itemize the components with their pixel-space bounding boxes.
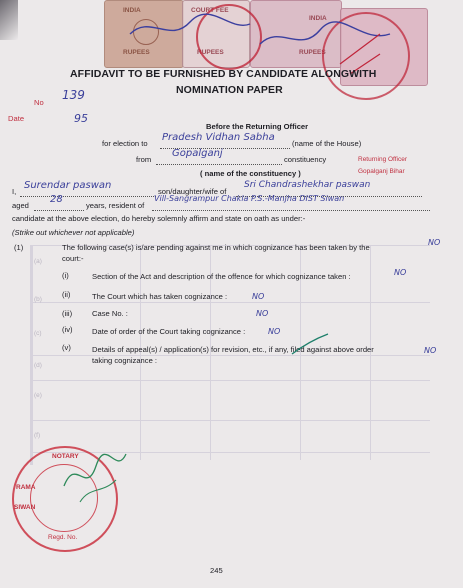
- sub-item-text: Details of appeal(s) / application(s) for revision, etc., if any, filed against above order: [92, 345, 374, 354]
- election-handwritten: Pradesh Vidhan Sabha: [162, 132, 275, 143]
- sub-item-handwritten: NO: [256, 309, 269, 318]
- sub-item-handwritten: NO: [424, 346, 437, 355]
- stamp-text: COURT FEE: [191, 7, 229, 14]
- age-handwritten: 28: [50, 194, 63, 205]
- ghost-row-label: (c): [34, 330, 42, 337]
- item-1-answer-handwritten: NO: [428, 238, 441, 247]
- pen-stroke-mark: [290, 332, 330, 356]
- ghost-row-label: (b): [34, 296, 42, 303]
- constituency-suffix: constituency: [284, 155, 327, 164]
- stamp-text: INDIA: [123, 7, 141, 14]
- sub-item-number: (iii): [62, 309, 73, 318]
- page-number: 245: [210, 566, 223, 575]
- son-of-label: son/daughter/wife of: [158, 187, 227, 196]
- aged-label: aged: [12, 201, 29, 210]
- serial-number-handwritten: 139: [62, 88, 85, 102]
- item-1-number: (1): [14, 243, 24, 252]
- sub-item-text: Date of order of the Court taking cognizance :: [92, 327, 246, 336]
- serial-number-handwritten-2: 95: [74, 112, 88, 125]
- address-handwritten: Vill-Sangrampur Chakla P.S.-Manjha DIST Siwan: [154, 194, 345, 203]
- sub-item-number: (iv): [62, 325, 73, 334]
- sub-item-text: The Court which has taken cognizance :: [92, 292, 228, 301]
- serial-label: No: [34, 98, 44, 107]
- stamp-sub: RUPEES: [123, 49, 150, 56]
- ghost-row-label: (f): [34, 432, 41, 439]
- declaration-line-3: candidate at the above election, do hereby solemnly affirm and state on oath as under:-: [12, 214, 306, 223]
- before-returning-officer: Before the Returning Officer: [206, 122, 309, 131]
- strike-out-note: (Strike out whichever not applicable): [12, 228, 135, 237]
- sub-item-number: (v): [62, 343, 71, 352]
- page-title-line-2: NOMINATION PAPER: [176, 84, 283, 96]
- seal-reg-text: Regd. No.: [48, 534, 78, 541]
- house-name-suffix: (name of the House): [292, 139, 362, 148]
- election-label: for election to: [102, 139, 148, 148]
- sub-item-text-2: taking cognizance :: [92, 356, 158, 365]
- item-1-text-b: court:-: [62, 254, 84, 263]
- seal-top-text: NOTARY: [52, 453, 79, 460]
- stamp-text: INDIA: [309, 15, 327, 22]
- stamp-sub: RUPEES: [197, 49, 224, 56]
- sub-item-number: (ii): [62, 290, 71, 299]
- constituency-handwritten: Gopalganj: [172, 148, 223, 159]
- constituency-note: ( name of the constituency ): [200, 169, 301, 178]
- stamp-sub: RUPEES: [299, 49, 326, 56]
- declaration-prefix: I,: [12, 187, 17, 196]
- notary-signature: [60, 446, 140, 506]
- ghost-row-label: (e): [34, 392, 42, 399]
- item-1-text-a: The following case(s) is/are pending against me in which cognizance has been taken by the: [62, 243, 370, 252]
- ghost-row-label: (d): [34, 362, 42, 369]
- seal-name-text: RAMA: [16, 484, 36, 491]
- from-label: from: [136, 155, 152, 164]
- official-stamp-line-1: Returning Officer: [358, 156, 408, 163]
- seal-place-text: SIWAN: [14, 504, 36, 511]
- sub-item-handwritten: NO: [252, 292, 265, 301]
- page-corner-shadow: [0, 0, 18, 40]
- sub-item-text: Section of the Act and description of the offence for which cognizance taken :: [92, 272, 351, 281]
- date-label: Date: [8, 114, 25, 123]
- sub-item-handwritten: NO: [394, 268, 407, 277]
- official-stamp-line-2: Gopalganj Bihar: [358, 168, 405, 175]
- sub-item-number: (i): [62, 271, 69, 280]
- sub-item-handwritten: NO: [268, 327, 281, 336]
- ghost-row-label: (a): [34, 258, 42, 265]
- page-title-line-1: AFFIDAVIT TO BE FURNISHED BY CANDIDATE ALONGWITH: [70, 68, 377, 80]
- resident-label: years, resident of: [86, 201, 145, 210]
- sub-item-text: Case No. :: [92, 309, 128, 318]
- signature-on-stamps: [110, 4, 440, 94]
- address-dotted-line: [152, 202, 430, 211]
- parent-name-handwritten: Sri Chandrashekhar paswan: [244, 180, 371, 190]
- candidate-name-handwritten: Surendar paswan: [24, 180, 112, 191]
